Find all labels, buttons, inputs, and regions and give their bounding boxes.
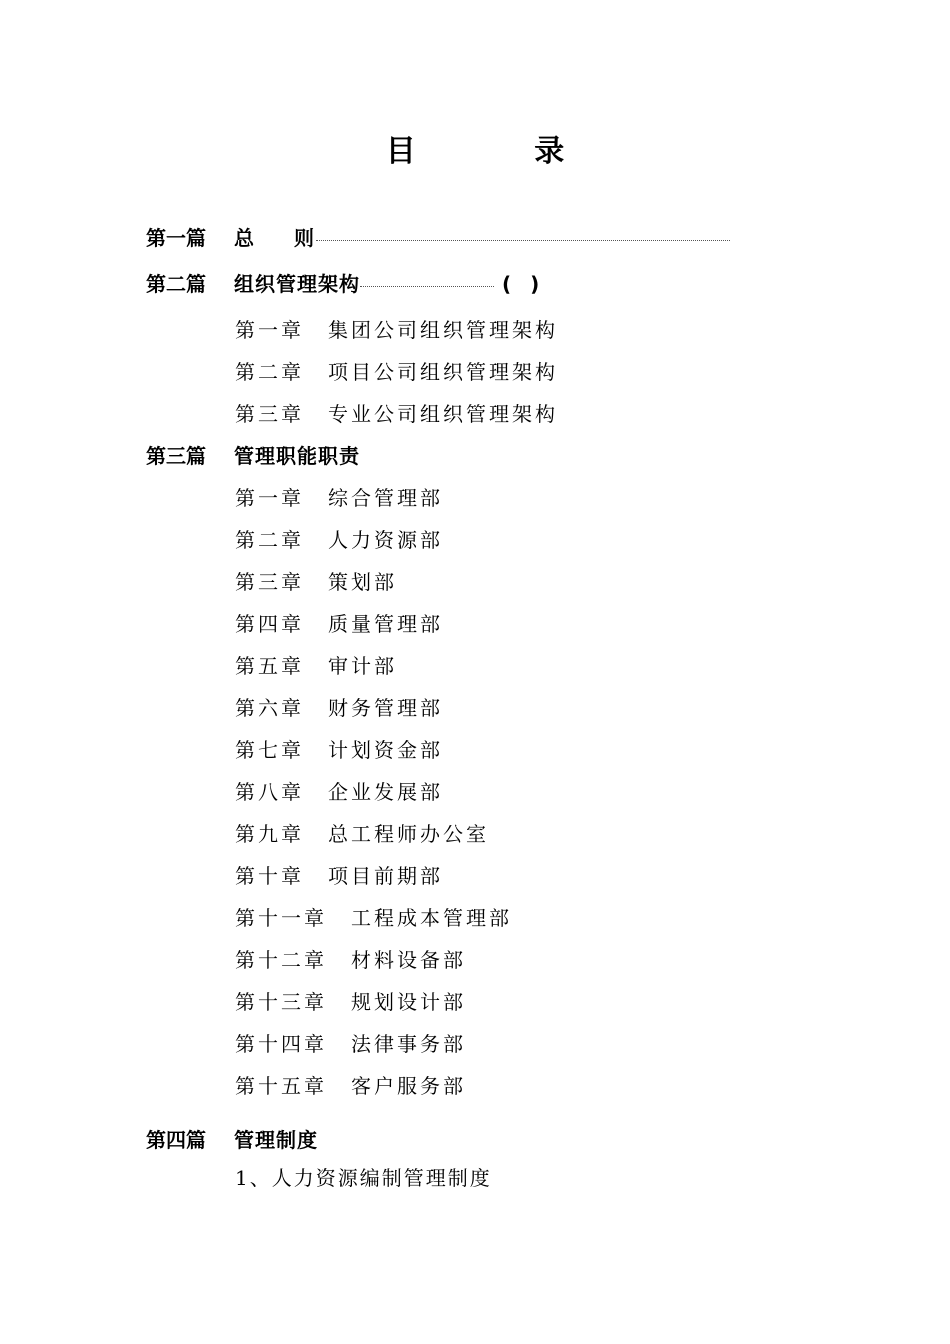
toc-chapter[interactable] — [235, 820, 489, 848]
part-title: 组织管理架构 — [234, 272, 360, 296]
part-title: 管理职能职责 — [234, 444, 360, 468]
chapter-number: 第九章 — [235, 822, 304, 846]
chapter-number: 第八章 — [235, 780, 304, 804]
chapter-title: 企业发展部 — [328, 780, 443, 804]
dot-leader — [316, 240, 730, 241]
chapter-title: 客户服务部 — [351, 1074, 466, 1098]
chapter-number: 第一章 — [235, 318, 304, 342]
chapter-number: 第三章 — [235, 402, 304, 426]
part-number: 第二篇 — [146, 272, 206, 296]
chapter-title: 集团公司组织管理架构 — [328, 318, 558, 342]
chapter-number: 第十四章 — [235, 1032, 327, 1056]
toc-chapter[interactable] — [235, 694, 443, 722]
chapter-number: 第十一章 — [235, 906, 327, 930]
chapter-title: 工程成本管理部 — [351, 906, 512, 930]
toc-part-1[interactable] — [146, 224, 730, 252]
part-number: 第三篇 — [146, 444, 206, 468]
chapter-number: 第二章 — [235, 528, 304, 552]
toc-part-2[interactable] — [146, 270, 545, 298]
chapter-number: 第三章 — [235, 570, 304, 594]
toc-chapter[interactable] — [235, 988, 466, 1016]
part-number: 第四篇 — [146, 1128, 206, 1152]
toc-chapter[interactable] — [235, 484, 443, 512]
toc-chapter[interactable] — [235, 736, 443, 764]
page-title: 目 录 — [385, 134, 619, 169]
item-title: 1、人力资源编制管理制度 — [235, 1166, 492, 1190]
chapter-number: 第十五章 — [235, 1074, 327, 1098]
chapter-title: 审计部 — [328, 654, 397, 678]
toc-item[interactable] — [235, 1164, 492, 1192]
toc-chapter[interactable] — [235, 1030, 466, 1058]
chapter-number: 第五章 — [235, 654, 304, 678]
chapter-title: 财务管理部 — [328, 696, 443, 720]
chapter-number: 第十三章 — [235, 990, 327, 1014]
toc-part-3[interactable] — [146, 442, 360, 470]
part-title: 总则 — [234, 226, 354, 250]
chapter-number: 第六章 — [235, 696, 304, 720]
toc-chapter[interactable] — [235, 1072, 466, 1100]
chapter-title: 策划部 — [328, 570, 397, 594]
chapter-title: 人力资源部 — [328, 528, 443, 552]
chapter-title: 总工程师办公室 — [328, 822, 489, 846]
chapter-number: 第一章 — [235, 486, 304, 510]
toc-chapter[interactable] — [235, 610, 443, 638]
toc-chapter[interactable] — [235, 568, 397, 596]
toc-chapter[interactable] — [235, 778, 443, 806]
chapter-number: 第四章 — [235, 612, 304, 636]
chapter-title: 质量管理部 — [328, 612, 443, 636]
toc-chapter[interactable] — [235, 316, 558, 344]
toc-chapter[interactable] — [235, 358, 558, 386]
page-reference: ( ) — [502, 272, 546, 296]
chapter-number: 第十章 — [235, 864, 304, 888]
dot-leader — [360, 286, 494, 287]
chapter-number: 第十二章 — [235, 948, 327, 972]
toc-part-4[interactable] — [146, 1126, 318, 1154]
chapter-number: 第七章 — [235, 738, 304, 762]
toc-chapter[interactable] — [235, 862, 443, 890]
chapter-title: 计划资金部 — [328, 738, 443, 762]
part-title: 管理制度 — [234, 1128, 318, 1152]
part-number: 第一篇 — [146, 226, 206, 250]
toc-chapter[interactable] — [235, 652, 397, 680]
chapter-title: 规划设计部 — [351, 990, 466, 1014]
chapter-title: 综合管理部 — [328, 486, 443, 510]
chapter-number: 第二章 — [235, 360, 304, 384]
chapter-title: 项目公司组织管理架构 — [328, 360, 558, 384]
chapter-title: 项目前期部 — [328, 864, 443, 888]
toc-chapter[interactable] — [235, 946, 466, 974]
toc-chapter[interactable] — [235, 526, 443, 554]
chapter-title: 材料设备部 — [351, 948, 466, 972]
chapter-title: 法律事务部 — [351, 1032, 466, 1056]
chapter-title: 专业公司组织管理架构 — [328, 402, 558, 426]
toc-chapter[interactable] — [235, 400, 558, 428]
toc-chapter[interactable] — [235, 904, 512, 932]
